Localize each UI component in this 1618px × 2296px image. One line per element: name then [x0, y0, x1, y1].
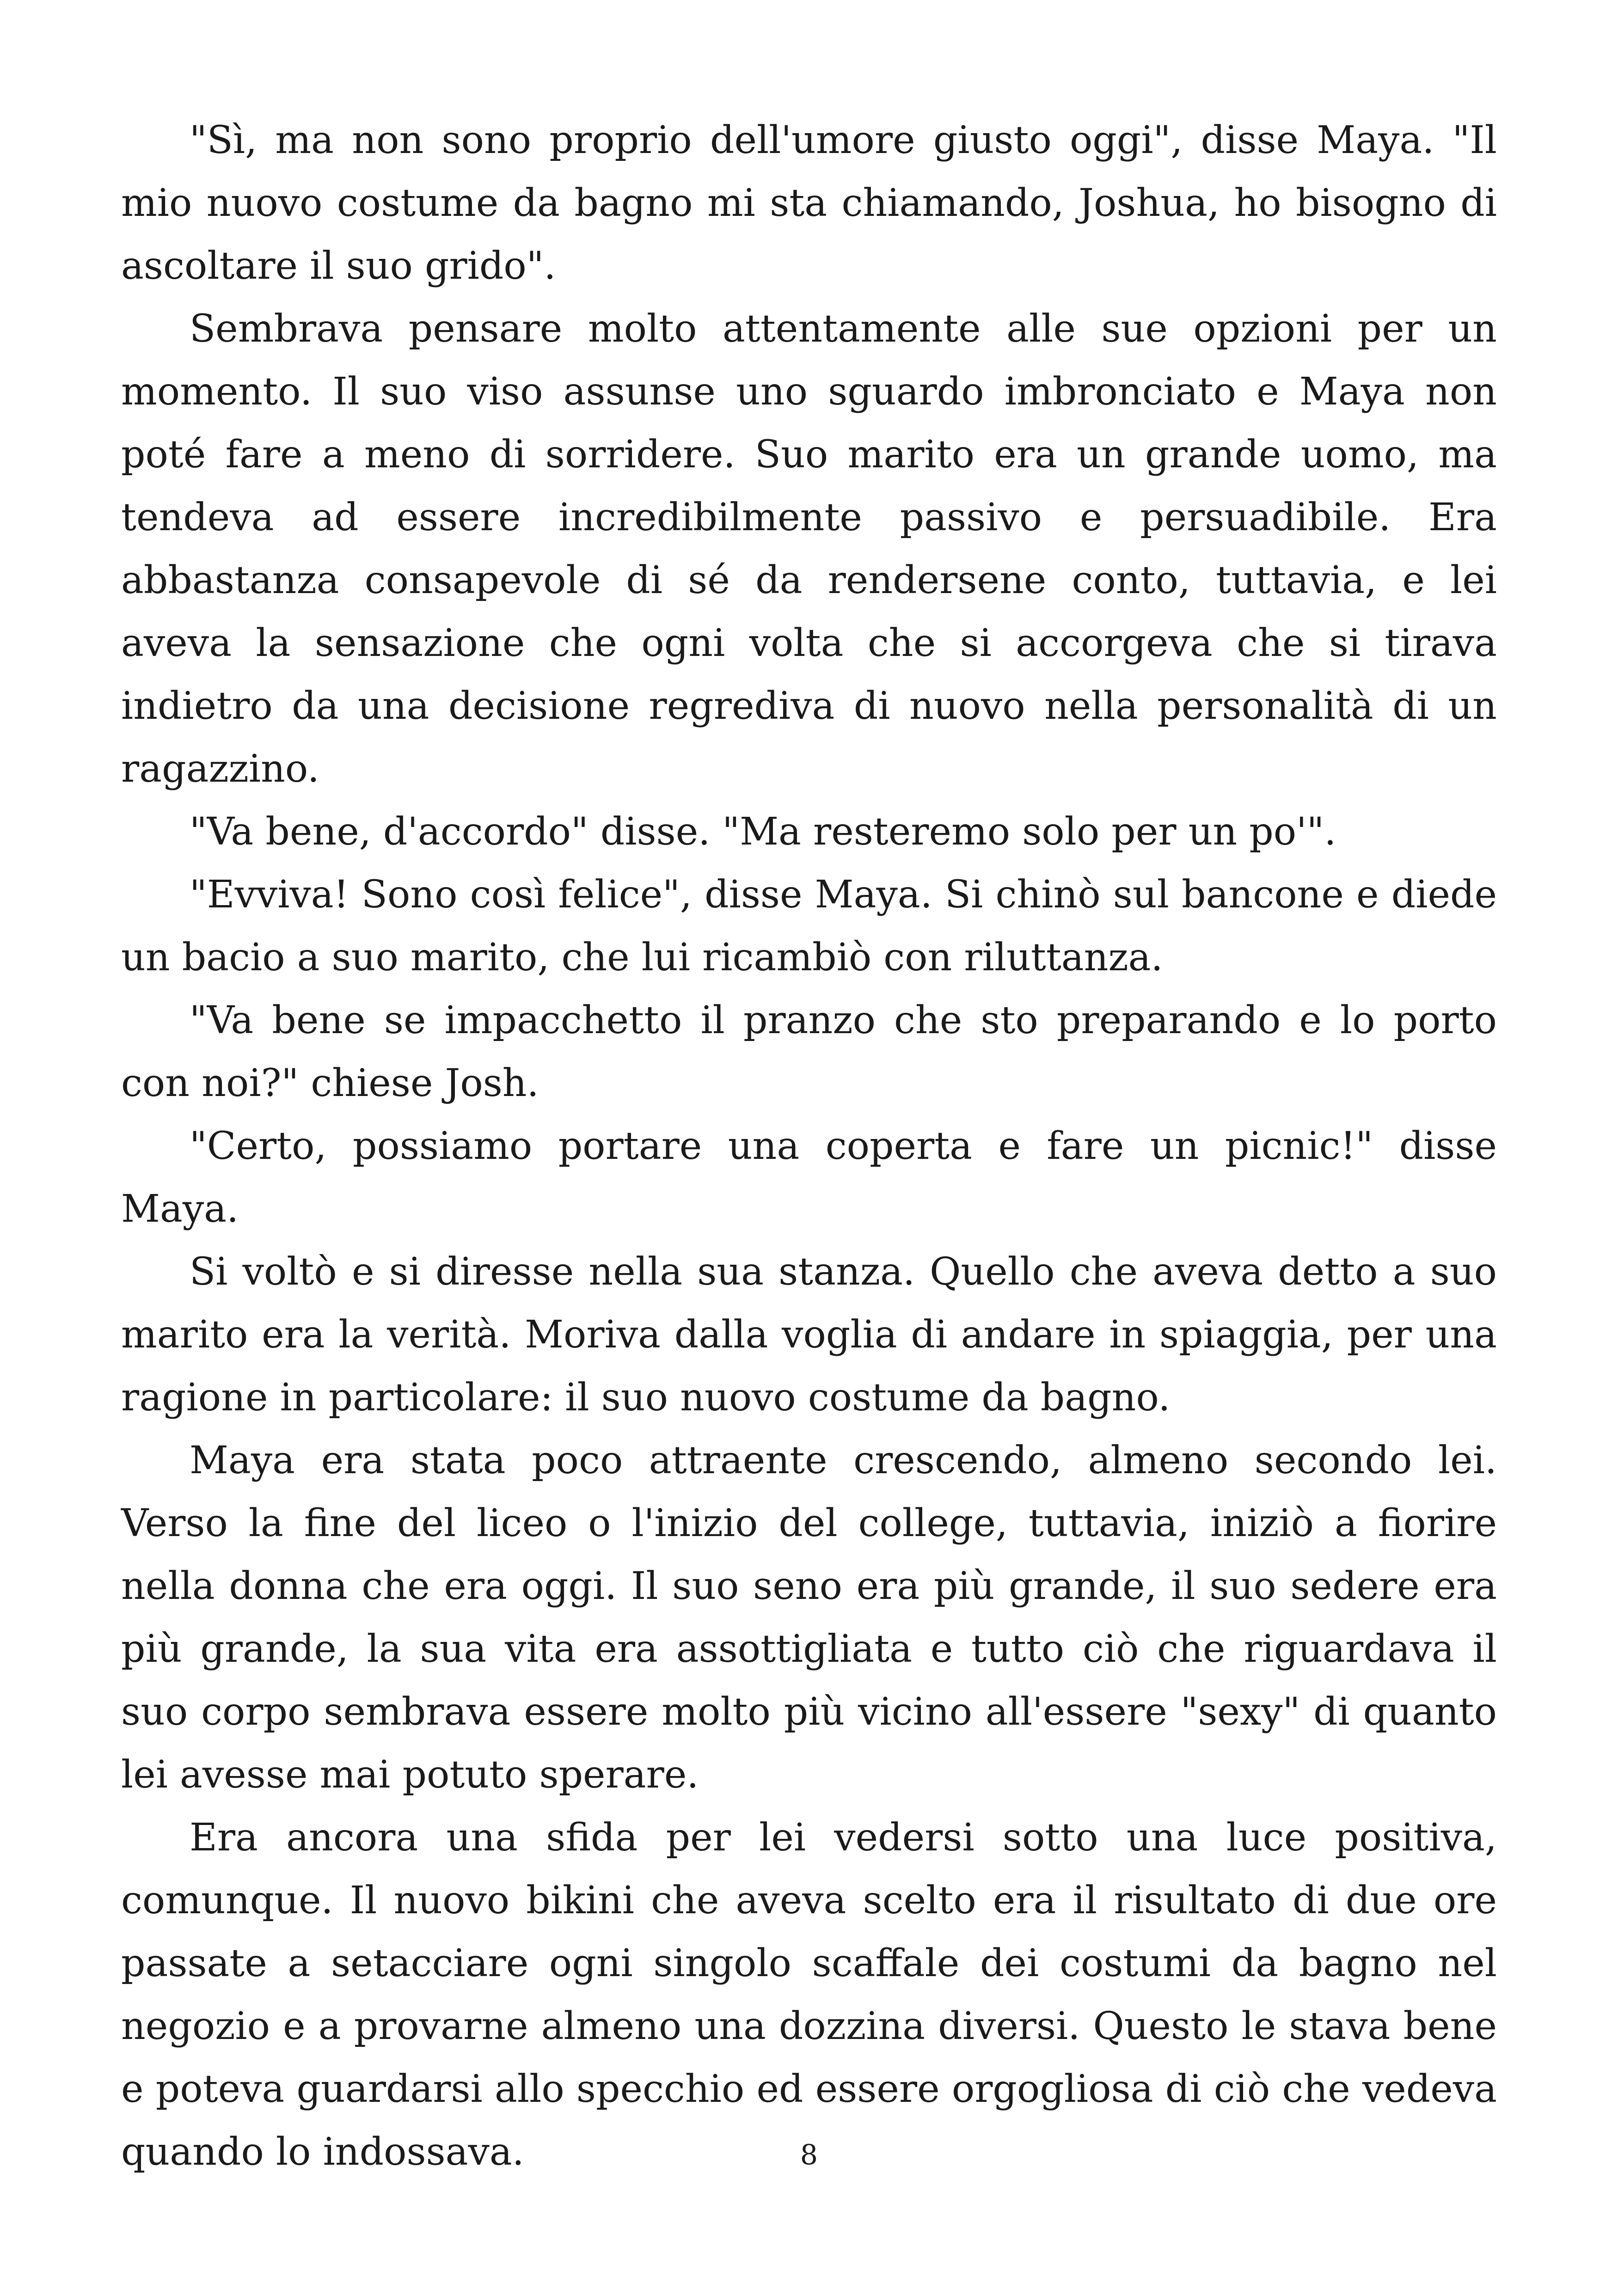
- paragraph: "Certo, possiamo portare una coperta e fare un picnic!" disse Maya.: [121, 1124, 1497, 1231]
- paragraph: "Evviva! Sono così felice", disse Maya. Si chinò sul bancone e diede un bacio a suo marito, che lui ricambiò con riluttanza.: [121, 873, 1497, 980]
- paragraph: Si voltò e si diresse nella sua stanza. Quello che aveva detto a suo marito era la verità. Moriva dalla voglia di andare in spiaggia, per una ragione in particolare: il suo nuovo costume da bagno.: [121, 1250, 1497, 1420]
- paragraph: Era ancora una sfida per lei vedersi sotto una luce positiva, comunque. Il nuovo bikini che aveva scelto era il risultato di due ore passate a setacciare ogni singolo scaffale dei costumi da bagno nel negozio e a provarne almeno una dozzina diversi. Questo le stava bene e poteva guardarsi allo specchio ed essere orgogliosa di ciò che vedeva quando lo indossava.: [121, 1816, 1497, 2174]
- page-number: 8: [800, 2139, 818, 2171]
- paragraph: Maya era stata poco attraente crescendo, almeno secondo lei. Verso la fine del liceo o l'inizio del college, tuttavia, iniziò a fiorire nella donna che era oggi. Il suo seno era più grande, il suo sedere era più grande, la sua vita era assottigliata e tutto ciò che riguardava il suo corpo sembrava essere molto più vicino all'essere "sexy" di quanto lei avesse mai potuto sperare.: [121, 1439, 1497, 1797]
- paragraph: "Va bene se impacchetto il pranzo che sto preparando e lo porto con noi?" chiese Josh.: [121, 998, 1497, 1105]
- body-text: [121, 109, 1497, 2184]
- paragraph: "Va bene, d'accordo" disse. "Ma resteremo solo per un po'".: [190, 810, 1336, 854]
- paragraph: Sembrava pensare molto attentamente alle sue opzioni per un momento. Il suo viso assunse uno sguardo imbronciato e Maya non poté fare a meno di sorridere. Suo marito era un grande uomo, ma tendeva ad essere incredibilmente passivo e persuadibile. Era abbastanza consapevole di sé da rendersene conto, tuttavia, e lei aveva la sensazione che ogni volta che si accorgeva che si tirava indietro da una decisione regrediva di nuovo nella personalità di un ragazzino.: [121, 307, 1497, 791]
- paragraph: "Sì, ma non sono proprio dell'umore giusto oggi", disse Maya. "Il mio nuovo costume da bagno mi sta chiamando, Joshua, ho bisogno di ascoltare il suo grido".: [121, 118, 1497, 288]
